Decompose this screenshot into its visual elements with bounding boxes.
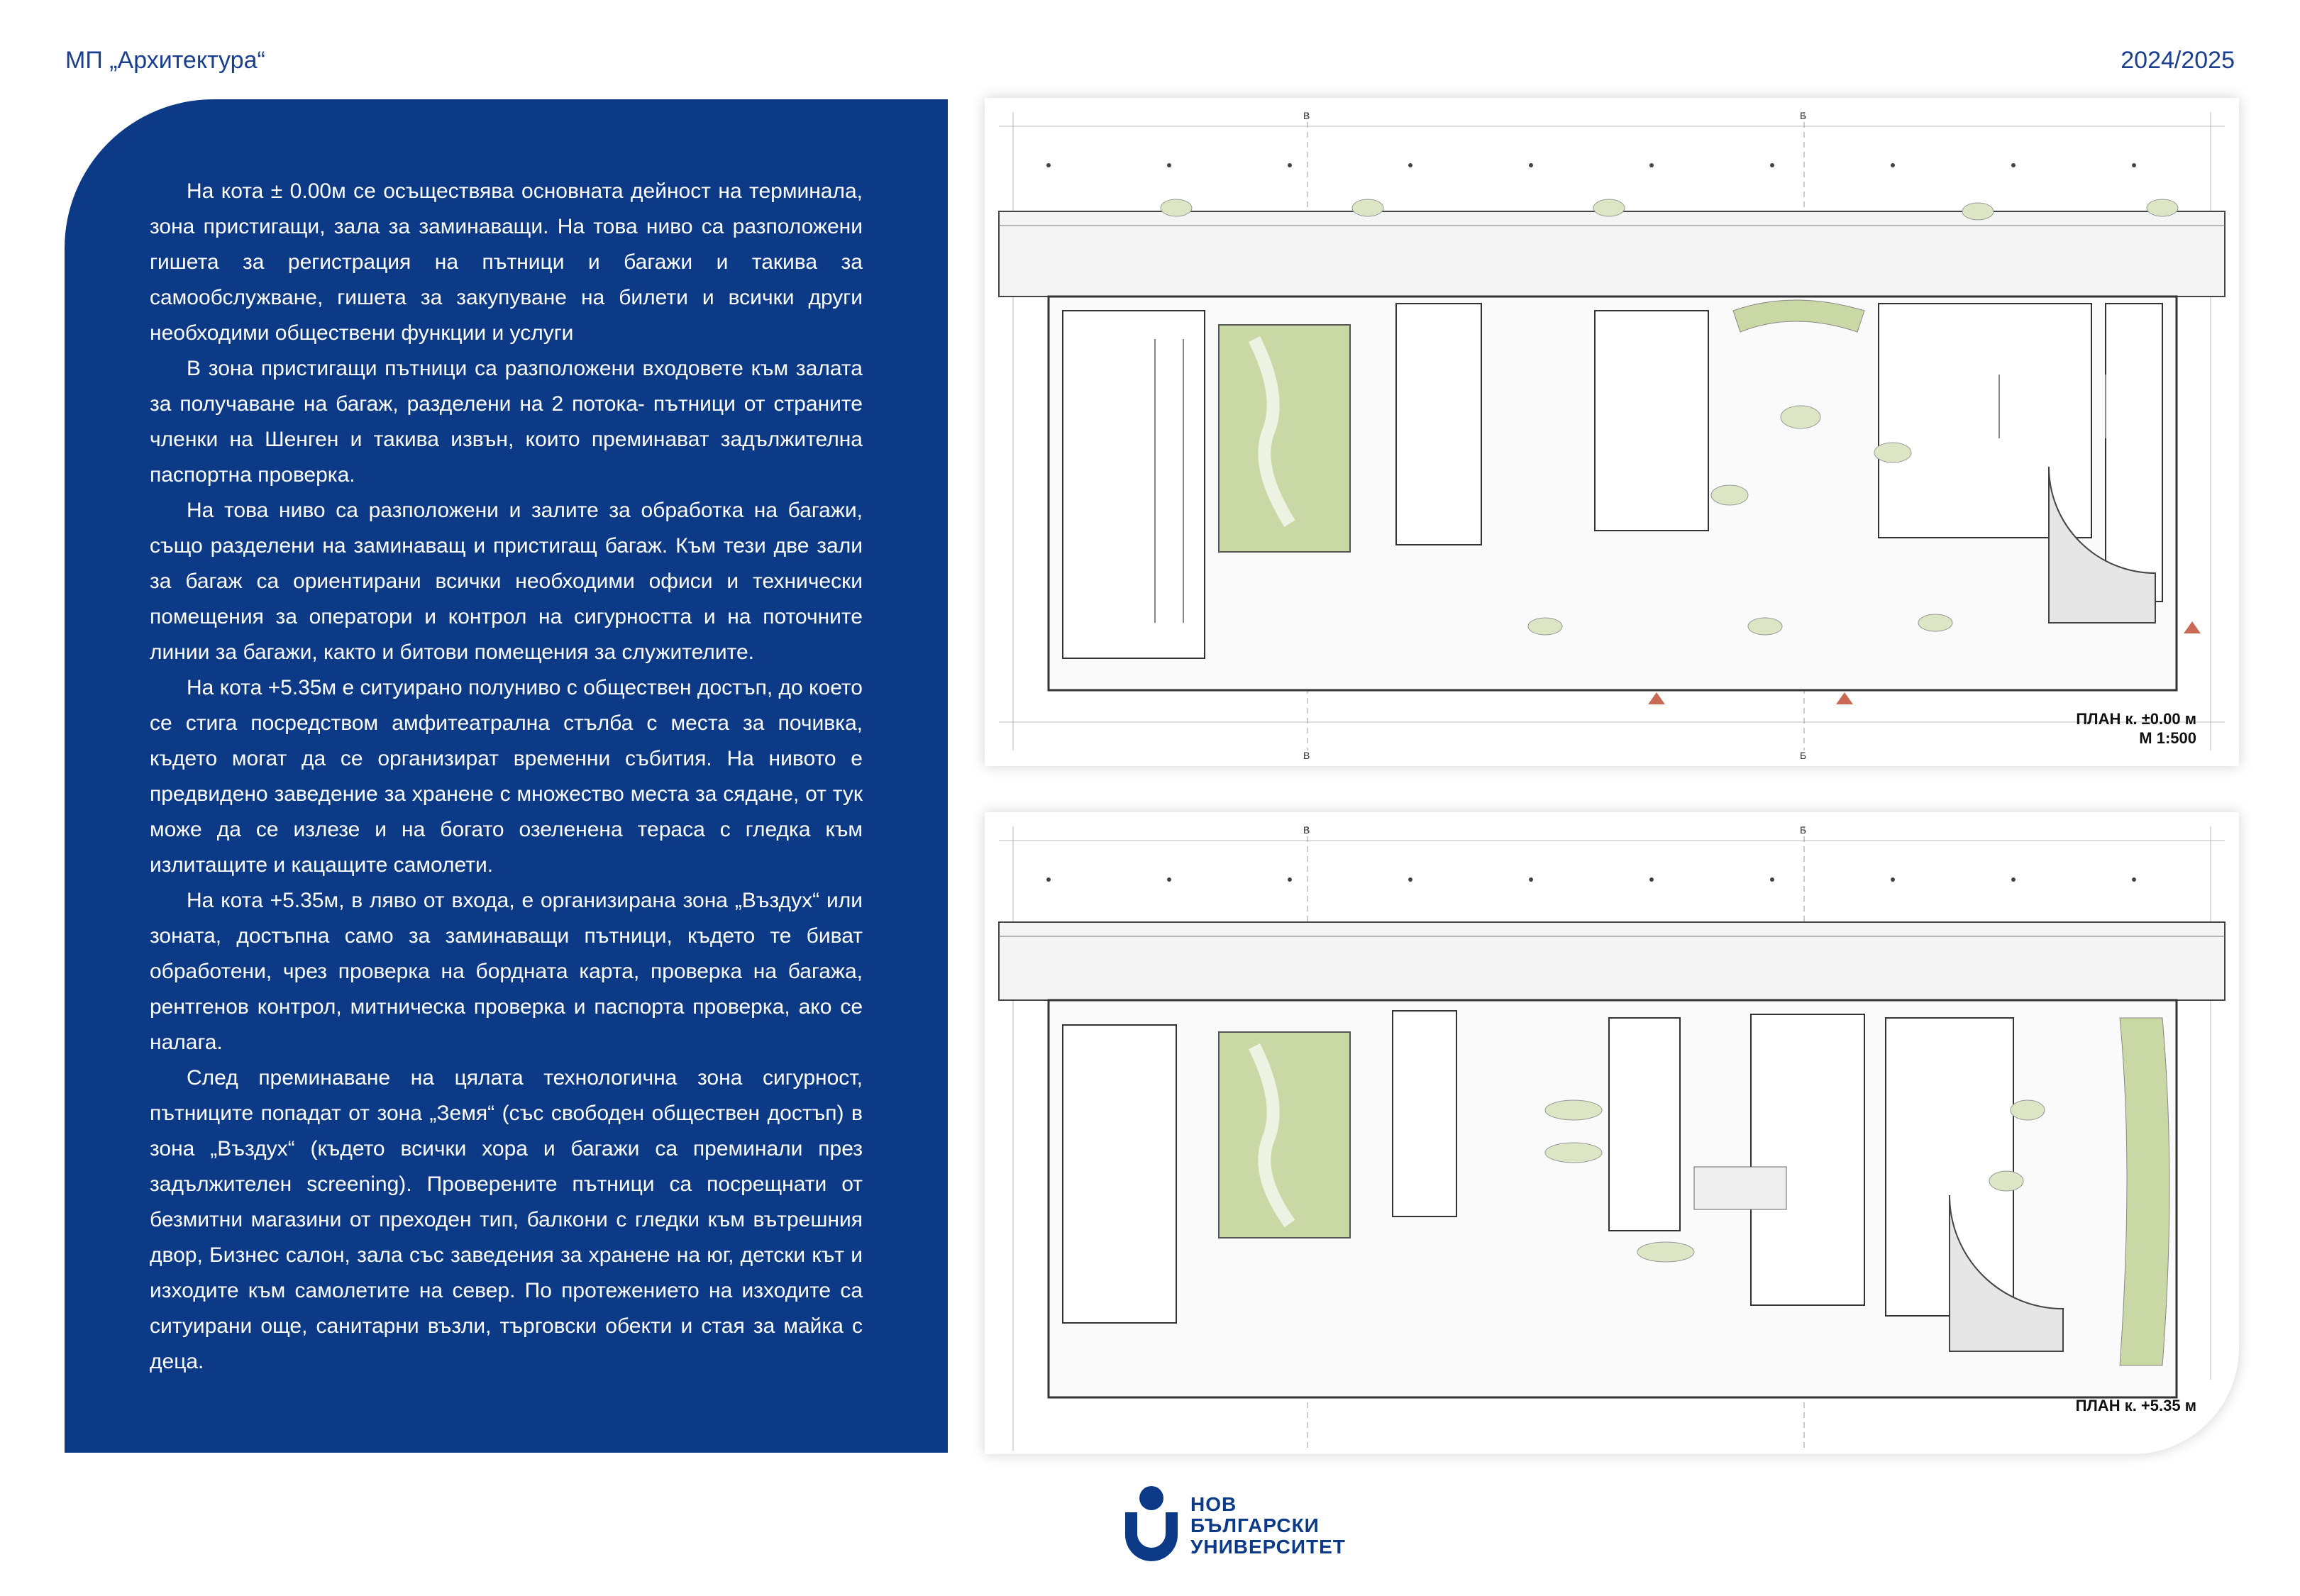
section-mark: В (1303, 824, 1310, 836)
university-logo-mark-icon (1119, 1484, 1183, 1568)
paragraph: На това ниво са разположени и залите за обработка на багажи, също разделени на заминаващ и пристигащ багаж. Към тези две зали за багаж са ориентирани всички необходими офиси и технически помещения за оператори и контрол на сигурността и на поточните линии за багажи, както и битови помещения за служителите. (150, 499, 863, 664)
floor-plan-upper (985, 812, 2239, 1454)
floor-plan-ground (985, 98, 2239, 766)
paragraph: На кота ± 0.00м се осъществява основната дейност на терминала, зона пристигащи, зала за заминаващи. На това ниво са разположени гишета за регистрация на пътници и багажи и такива за самообслужване, гишета за закупуване на билети и всички други необходими обществени функции и услуги (150, 179, 863, 345)
section-mark: Б (1800, 750, 1807, 761)
plan-scale: М 1:500 (2139, 729, 2196, 747)
floor-plan-upper-drawing (985, 812, 2239, 1454)
section-mark: В (1303, 110, 1310, 121)
paragraph: На кота +5.35м, в ляво от входа, е организирана зона „Въздух“ или зоната, достъпна само за заминаващи пътници, където те биват обработени, чрез проверка на бордната карта, проверка на багажа, рентгенов контрол, митническа проверка и паспорта проверка, ако се налага. (150, 889, 863, 1054)
body-text (150, 174, 863, 1380)
plan-title: ПЛАН к. +5.35 м (2075, 1397, 2196, 1414)
plan-label-upper (2076, 1396, 2196, 1415)
header-academic-year: 2024/2025 (2121, 47, 2235, 74)
university-name (1190, 1494, 1346, 1558)
floor-plan-ground-drawing (985, 98, 2239, 766)
paragraph: В зона пристигащи пътници са разположени входовете към залата за получаване на багаж, разделени на 2 потока- пътници от страните членки на Шенген и такива извън, които преминават задължителна паспортна проверка. (150, 357, 863, 487)
paragraph: На кота +5.35м е ситуирано полуниво с обществен достъп, до което се стига посредством амфитеатрална стълба с места за почивка, където могат да се организират временни събития. На нивото е предвидено заведение за хранене с множество места за сядане, от тук може да се излезе и на богато озеленена тераса с гледка към излитащите и кацащите самолети. (150, 676, 863, 877)
plan-label-ground (2076, 709, 2196, 748)
section-mark: В (1303, 750, 1310, 761)
section-mark: Б (1800, 824, 1807, 836)
header-program-title: МП „Архитектура“ (65, 47, 265, 74)
logo-line: УНИВЕРСИТЕТ (1190, 1536, 1346, 1558)
university-logo (1119, 1484, 1354, 1569)
plan-title: ПЛАН к. ±0.00 м (2076, 710, 2196, 728)
logo-line: НОВ (1190, 1493, 1237, 1515)
paragraph: След преминаване на цялата технологична зона сигурност, пътниците попадат от зона „Земя“ (със свободен обществен достъп) в зона „Въздух“ (където всички хора и багажи са преминали през задължителен screening). Проверените пътници са посрещнати от безмитни магазини от преходен тип, балкони с гледки към вътрешния двор, Бизнес салон, зала със заведения за хранене на юг, детски кът и изходите към самолетите на север. По протежението на изходите са ситуирани още, санитарни възли, търговски обекти и стая за майка с деца. (150, 1066, 863, 1373)
logo-line: БЪЛГАРСКИ (1190, 1514, 1320, 1536)
text-panel (65, 99, 948, 1453)
section-mark: Б (1800, 110, 1807, 121)
